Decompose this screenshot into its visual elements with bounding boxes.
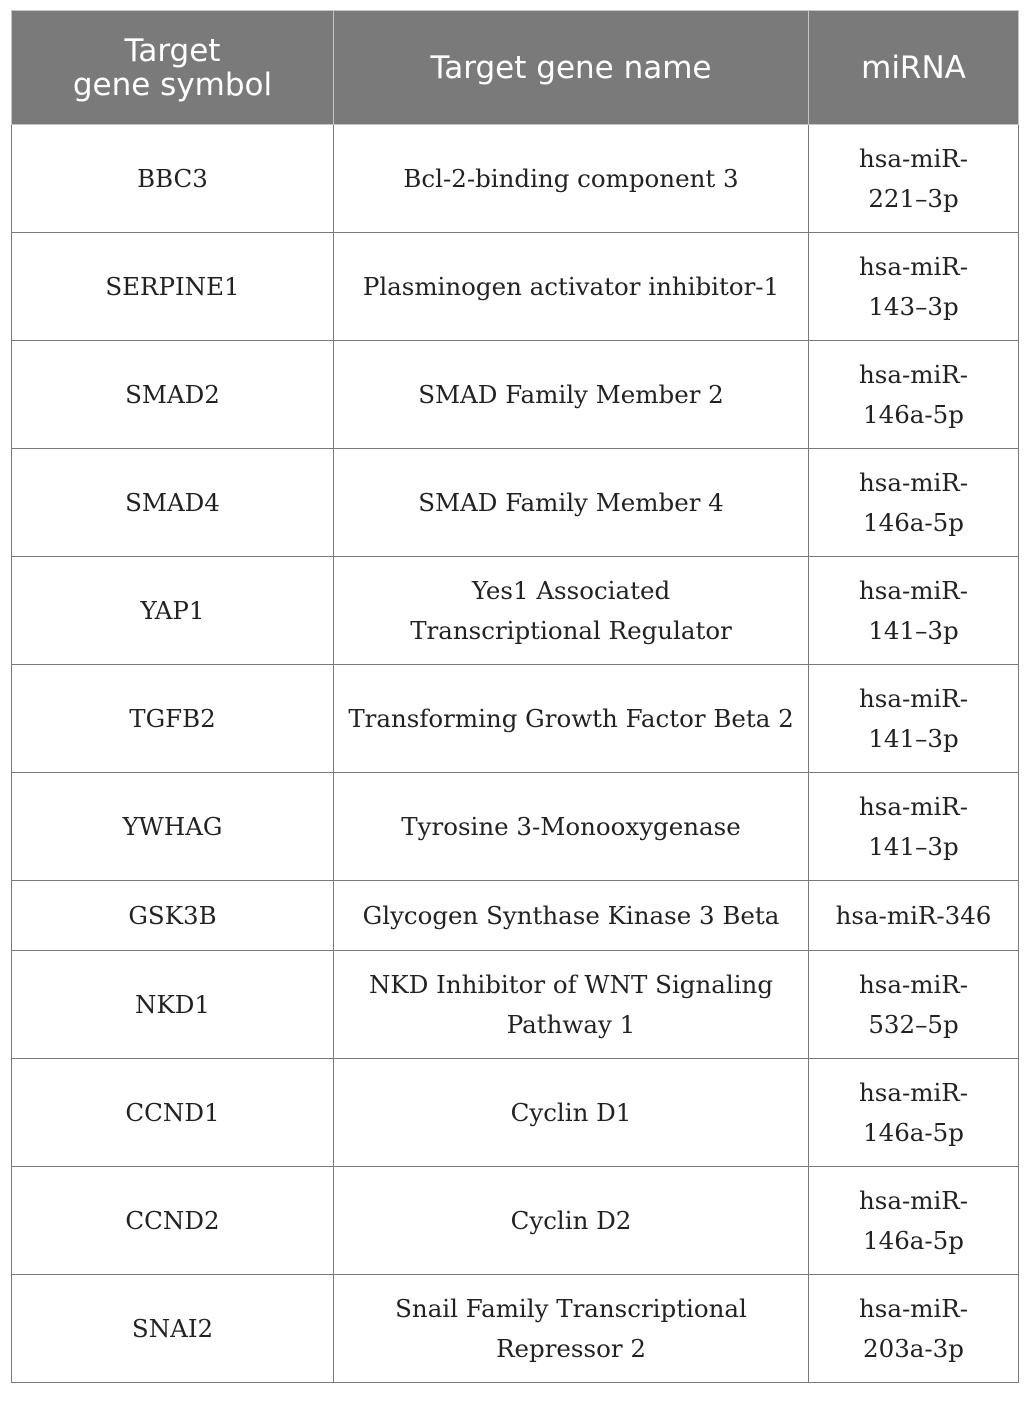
gene-name-line1: Bcl-2-binding component 3 [403, 163, 739, 193]
cell-mirna [809, 341, 1019, 449]
cell-mirna [809, 449, 1019, 557]
header-mirna: miRNA [809, 11, 1019, 125]
gene-name-line2: Repressor 2 [496, 1333, 646, 1363]
header-target-gene-name: Target gene name [334, 11, 809, 125]
mirna-line1: hsa-miR- [858, 359, 969, 389]
gene-name-line2: Pathway 1 [506, 1009, 636, 1039]
table-row [12, 665, 1019, 773]
cell-gene-symbol: SERPINE1 [12, 233, 334, 341]
cell-gene-name [334, 665, 809, 773]
mirna-line1: hsa-miR- [858, 969, 969, 999]
cell-mirna [809, 881, 1019, 951]
gene-name-line1: Snail Family Transcriptional [395, 1293, 747, 1323]
table-row [12, 881, 1019, 951]
gene-name-line1: Cyclin D2 [510, 1205, 632, 1235]
mirna-line1: hsa-miR-346 [835, 900, 992, 930]
table-row [12, 557, 1019, 665]
table-row [12, 449, 1019, 557]
cell-mirna [809, 665, 1019, 773]
cell-gene-symbol: SNAI2 [12, 1275, 334, 1383]
mirna-line2: 146a-5p [863, 399, 964, 429]
gene-name-line1: SMAD Family Member 2 [418, 379, 724, 409]
cell-gene-name [334, 233, 809, 341]
cell-gene-name [334, 1059, 809, 1167]
table-row [12, 125, 1019, 233]
table-row [12, 1275, 1019, 1383]
cell-gene-name [334, 341, 809, 449]
cell-gene-name [334, 881, 809, 951]
gene-name-line1: Cyclin D1 [510, 1097, 632, 1127]
mirna-line2: 203a-3p [863, 1333, 964, 1363]
mirna-line1: hsa-miR- [858, 1077, 969, 1107]
cell-gene-name [334, 125, 809, 233]
table-row [12, 341, 1019, 449]
table-row [12, 951, 1019, 1059]
header-row [12, 11, 1019, 125]
cell-gene-name [334, 449, 809, 557]
table-body [12, 125, 1019, 1383]
mirna-line1: hsa-miR- [858, 791, 969, 821]
cell-mirna [809, 773, 1019, 881]
header-symbol-line1: Target [124, 32, 221, 69]
mirna-line1: hsa-miR- [858, 575, 969, 605]
cell-gene-name [334, 557, 809, 665]
cell-gene-symbol: SMAD2 [12, 341, 334, 449]
gene-name-line1: Transforming Growth Factor Beta 2 [348, 703, 794, 733]
header-symbol-line2: gene symbol [72, 66, 273, 103]
cell-gene-symbol: CCND2 [12, 1167, 334, 1275]
gene-name-line1: Plasminogen activator inhibitor-1 [362, 271, 780, 301]
gene-name-line1: SMAD Family Member 4 [418, 487, 724, 517]
cell-mirna [809, 1059, 1019, 1167]
gene-name-line1: Tyrosine 3-Monooxygenase [401, 811, 741, 841]
mirna-line2: 221–3p [868, 183, 959, 213]
cell-mirna [809, 951, 1019, 1059]
cell-gene-symbol: CCND1 [12, 1059, 334, 1167]
gene-name-line1: Yes1 Associated [471, 575, 671, 605]
cell-mirna [809, 125, 1019, 233]
cell-gene-symbol: YAP1 [12, 557, 334, 665]
gene-mirna-table [11, 10, 1019, 1383]
gene-name-line1: Glycogen Synthase Kinase 3 Beta [362, 900, 780, 930]
cell-mirna [809, 1275, 1019, 1383]
table-row [12, 1059, 1019, 1167]
cell-mirna [809, 233, 1019, 341]
cell-gene-symbol: TGFB2 [12, 665, 334, 773]
mirna-line2: 146a-5p [863, 507, 964, 537]
header-target-gene-symbol [12, 11, 334, 125]
cell-mirna [809, 557, 1019, 665]
table-row [12, 1167, 1019, 1275]
mirna-line1: hsa-miR- [858, 143, 969, 173]
mirna-line1: hsa-miR- [858, 467, 969, 497]
cell-mirna [809, 1167, 1019, 1275]
cell-gene-name [334, 773, 809, 881]
cell-gene-symbol: SMAD4 [12, 449, 334, 557]
mirna-line1: hsa-miR- [858, 251, 969, 281]
mirna-line1: hsa-miR- [858, 683, 969, 713]
cell-gene-symbol: BBC3 [12, 125, 334, 233]
mirna-line2: 141–3p [868, 831, 959, 861]
mirna-line2: 141–3p [868, 723, 959, 753]
cell-gene-name [334, 1275, 809, 1383]
mirna-line2: 146a-5p [863, 1225, 964, 1255]
cell-gene-name [334, 951, 809, 1059]
gene-name-line2: Transcriptional Regulator [410, 615, 732, 645]
cell-gene-symbol: NKD1 [12, 951, 334, 1059]
mirna-line1: hsa-miR- [858, 1293, 969, 1323]
mirna-line2: 141–3p [868, 615, 959, 645]
gene-name-line1: NKD Inhibitor of WNT Signaling [368, 969, 774, 999]
cell-gene-symbol: GSK3B [12, 881, 334, 951]
mirna-line2: 143–3p [868, 291, 959, 321]
mirna-line2: 146a-5p [863, 1117, 964, 1147]
cell-gene-name [334, 1167, 809, 1275]
cell-gene-symbol: YWHAG [12, 773, 334, 881]
table-row [12, 773, 1019, 881]
mirna-line2: 532–5p [868, 1009, 959, 1039]
table-row [12, 233, 1019, 341]
mirna-line1: hsa-miR- [858, 1185, 969, 1215]
